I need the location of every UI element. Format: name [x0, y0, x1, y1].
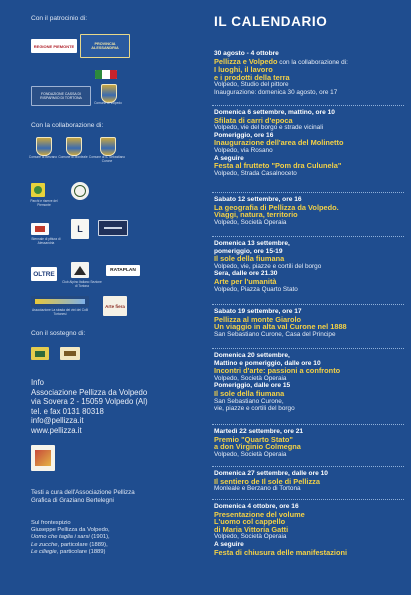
event-date: Martedì 22 settembre, ore 21 [214, 428, 304, 435]
sponsor-column [0, 0, 200, 595]
event-place: Volpedo, Società Operaia [214, 218, 287, 226]
publisher-logo: L [71, 219, 89, 239]
monleale-crest-icon [66, 137, 82, 156]
round-emblem-logo [71, 182, 89, 200]
calendar-event [214, 352, 406, 413]
credits-block [31, 489, 135, 505]
event-title: Inaugurazione dell'area del Molinetto [214, 138, 344, 148]
credits-graphics: Grafica di Graziano Bertelegni [31, 496, 114, 504]
calendar-event [214, 503, 406, 556]
patrocinio-label: Con il patrocinio di: [31, 15, 88, 22]
event-date: Domenica 20 settembre, [214, 352, 290, 359]
event-title: Il sole della fiumana [214, 254, 285, 264]
event-title: Festa di chiusura delle manifestazioni [214, 547, 348, 557]
event-place: Volpedo, via Rosano [214, 146, 273, 154]
calendar-event [214, 240, 406, 293]
event-date: Domenica 13 settembre, [214, 240, 290, 247]
oltre-logo: OLTRE [31, 267, 57, 281]
regione-piemonte-logo: REGIONE PIEMONTE [31, 39, 77, 53]
event-title: Festa al frutteto "Pom dra Culunela" [214, 161, 342, 171]
event-place: Volpedo, Studio del pittore [214, 81, 289, 89]
event-date: 30 agosto - 4 ottobre [214, 50, 279, 57]
event-title: a don Virginio Colmegna [214, 442, 301, 452]
event-title: Pellizza al monte Giarolo [214, 314, 302, 324]
sostegno-label: Con il sostegno di: [31, 330, 86, 337]
event-title: Sfilata di carri d'epoca [214, 115, 293, 125]
event-title: Premio "Quarto Stato" [214, 434, 293, 444]
sansebastiano-crest-icon [100, 137, 116, 156]
berzano-crest-icon [36, 137, 52, 156]
berzano-caption: Comune di Berzano [28, 155, 58, 159]
credits-texts: Testi a cura dell'Associazione Pellizza [31, 489, 135, 496]
event-date: Domenica 27 settembre, dalle ore 10 [214, 470, 328, 477]
frontispiece-author: Giuseppe Pellizza da Volpedo, [31, 527, 110, 534]
event-place: San Sebastiano Curone, Casa del Principe [214, 330, 336, 338]
event-divider [212, 105, 404, 106]
event-date: Pomeriggio, dalle ore 15 [214, 382, 291, 390]
event-title: L'uomo col cappello [214, 517, 286, 527]
calendar-event [214, 109, 406, 177]
event-place: Volpedo, Strada Casalnoceto [214, 169, 297, 177]
fondazione-logo: FONDAZIONE CASSA DI RISPARMIO DI TORTONA [31, 86, 91, 106]
event-place: Volpedo, vie, piazze e cortili del borgo [214, 262, 322, 270]
event-divider [212, 499, 404, 500]
event-title: I luoghi, il lavoro [214, 65, 273, 75]
calendar-event [214, 196, 406, 226]
collaborazione-label: Con la collaborazione di: [31, 122, 104, 129]
event-title: Incontri d'arte: passioni a confronto [214, 366, 341, 376]
rataplan-logo: RATAPLAN [106, 265, 140, 276]
event-title: e i prodotti della terra [214, 72, 290, 82]
calendar-event [214, 428, 406, 458]
event-place: Volpedo, Piazza Quarto Stato [214, 285, 298, 293]
event-title: Il sole della fiumana [214, 388, 285, 398]
arte-fiera-logo: Arte fiera [103, 296, 127, 316]
frontispiece-work-2: Le zucche, particolare (1889), [31, 541, 108, 548]
info-phone: tel. e fax 0131 80318 [31, 406, 104, 416]
info-association: Associazione Pellizza da Volpedo [31, 387, 148, 397]
event-place: Monleale e Berzano di Tortona [214, 485, 301, 493]
info-website-link[interactable]: www.pellizza.it [31, 425, 82, 435]
event-date: Domenica 4 ottobre, ore 16 [214, 503, 299, 510]
event-date: Pomeriggio, ore 16 [214, 131, 274, 139]
event-title: Presentazione del volume [214, 509, 305, 519]
biennale-logo [31, 223, 49, 235]
provincia-alessandria-logo: PROVINCIA ALESSANDRIA [80, 34, 130, 58]
event-title: Arte per l'umanità [214, 276, 277, 286]
event-title: Il sentiero de Il sole di Pellizza [214, 476, 320, 486]
info-block [31, 378, 148, 436]
event-title: di Maria Vittoria Gatti [214, 524, 289, 534]
event-place: Inaugurazione: domenica 30 agosto, ore 17 [214, 88, 338, 96]
event-date: Sabato 19 settembre, ore 17 [214, 308, 302, 315]
sponsor-logo-2 [60, 347, 80, 360]
biennale-caption: Biennale di pittura di Alessandria [31, 237, 61, 245]
event-title: La geografia di Pellizza da Volpedo. [214, 202, 339, 212]
flag-logo [95, 70, 117, 79]
frontispiece-heading: Sul frontespizio [31, 520, 71, 526]
event-place: San Sebastiano Curone, [214, 397, 284, 405]
strada-vini-logo [31, 296, 89, 307]
event-place: Volpedo, Società Operaia [214, 450, 287, 458]
event-divider [212, 466, 404, 467]
event-divider [212, 236, 404, 237]
event-date: A seguire [214, 540, 244, 548]
dark-badge-logo [98, 220, 128, 236]
frontispiece-block [31, 520, 110, 556]
event-divider [212, 192, 404, 193]
event-date: Sabato 12 settembre, ore 16 [214, 196, 302, 203]
sansebastiano-caption: Comune di S. Sebastiano Curone [88, 155, 126, 163]
event-title: Viaggi, natura, territorio [214, 210, 298, 220]
frontispiece-work-3: Le ciliegie, particolare (1889) [31, 548, 106, 555]
event-date: Domenica 6 settembre, mattino, ore 10 [214, 109, 335, 116]
event-date: pomeriggio, ore 15-19 [214, 247, 283, 255]
event-date: A seguire [214, 154, 244, 162]
event-title: Un viaggio in alta val Curone nel 1888 [214, 322, 347, 332]
volpedo-caption: Comune di Volpedo [94, 101, 122, 105]
event-place: Volpedo, Società Operaia [214, 533, 287, 541]
info-address: via Sovera 2 - 15059 Volpedo (Al) [31, 397, 148, 407]
cai-caption: Club Alpino Italiano Sezione di Tortona [62, 280, 102, 288]
book-cover-logo [31, 445, 55, 471]
cai-logo [71, 262, 89, 278]
calendar-title: IL CALENDARIO [214, 14, 328, 29]
event-title: Pellizza e Volpedo con la collaborazione di: [214, 56, 348, 66]
sponsor-logo-1 [31, 347, 49, 360]
event-place: vie, piazze e cortili del borgo [214, 405, 295, 413]
event-place: Volpedo, vie del borgo e strade vicinali [214, 124, 324, 132]
parchi-caption: Parchi e riserve del Piemonte [30, 199, 58, 207]
calendar-event [214, 470, 406, 493]
event-date: Sera, dalle ore 21.30 [214, 270, 278, 278]
event-place: Volpedo, Società Operaia [214, 374, 287, 382]
parchi-logo [31, 183, 45, 197]
calendar-event [214, 50, 406, 97]
info-heading: Info [31, 378, 45, 387]
strada-vini-caption: Associazione La strada dei vini dei Colli Tortonesi [32, 308, 88, 316]
frontispiece-work-1: Uomo che taglia i sarsi (1901), [31, 534, 110, 541]
calendar-event [214, 308, 406, 338]
monleale-caption: Comune di Monleale [58, 155, 88, 159]
event-divider [212, 348, 404, 349]
event-divider [212, 424, 404, 425]
event-date: Mattino e pomeriggio, dalle ore 10 [214, 359, 321, 367]
info-email-link[interactable]: info@pellizza.it [31, 416, 84, 426]
event-divider [212, 304, 404, 305]
